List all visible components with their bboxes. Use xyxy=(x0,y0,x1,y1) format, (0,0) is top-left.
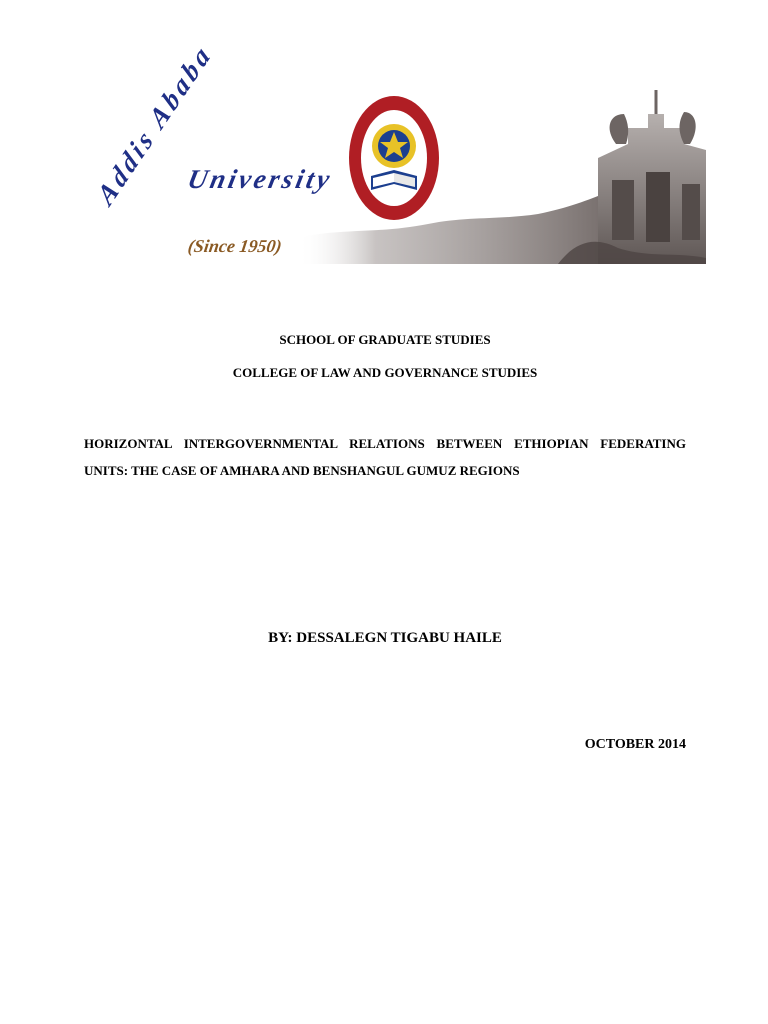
university-seal-icon xyxy=(347,94,441,222)
university-banner xyxy=(84,36,706,264)
banner-since-year: (Since 1950) xyxy=(186,236,283,256)
banner-word-university: University xyxy=(184,164,336,194)
banner-word-addis-ababa: Addis Ababa xyxy=(92,36,218,212)
college-heading: COLLEGE OF LAW AND GOVERNANCE STUDIES xyxy=(232,365,538,380)
submission-date: OCTOBER 2014 xyxy=(584,737,686,752)
school-heading: SCHOOL OF GRADUATE STUDIES xyxy=(279,332,491,347)
thesis-title: HORIZONTAL INTERGOVERNMENTAL RELATIONS BETWEEN ETHIOPIAN FEDERATING UNITS: THE CASE OF AMHARA AND BENSHANGUL GUMUZ REGIONS xyxy=(84,436,686,478)
author-byline: BY: DESSALEGN TIGABU HAILE xyxy=(268,630,502,646)
